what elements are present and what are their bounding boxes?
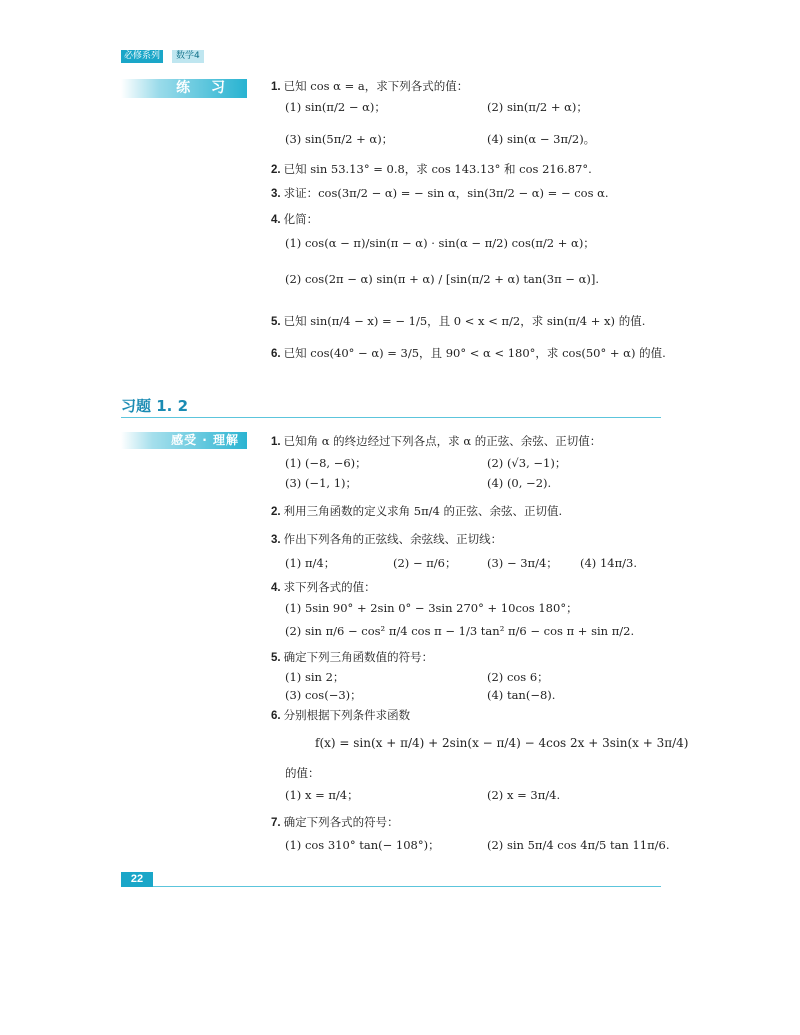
- exercise-q3-c: (3) − 3π/4；: [487, 556, 558, 570]
- exercise-q7-b: (2) sin 5π/4 cos 4π/5 tan 11π/6.: [487, 838, 670, 852]
- exercise-q5-d: (4) tan(−8).: [487, 688, 556, 702]
- exercise-q1-a: (1) (−8, −6)；: [285, 456, 367, 470]
- section-title: 习题 1. 2: [121, 397, 189, 415]
- section-rule: [121, 417, 661, 418]
- exercise-q7-a: (1) cos 310° tan(− 108°)；: [285, 838, 440, 852]
- exercise-q4: 4. 求下列各式的值：: [271, 580, 376, 594]
- exercise-q6-b: (2) x = 3π/4.: [487, 788, 561, 802]
- understand-banner: 感受 · 理解: [121, 432, 247, 449]
- practice-q1-c: (3) sin(5π/2 + α)；: [285, 132, 394, 146]
- exercise-q5: 5. 确定下列三角函数值的符号：: [271, 650, 434, 664]
- practice-q5: 5. 已知 sin(π/4 − x) = − 1/5，且 0 < x < π/2，求 sin(π/4 + x) 的值.: [271, 314, 646, 328]
- practice-q1: 1. 已知 cos α = a，求下列各式的值：: [271, 79, 469, 93]
- practice-q1-a: (1) sin(π/2 − α)；: [285, 100, 386, 114]
- exercise-q6-a: (1) x = π/4；: [285, 788, 359, 802]
- series-label: 必修系列: [121, 50, 163, 63]
- practice-q4-a: (1) cos(α − π)/sin(π − α) · sin(α − π/2) cos(π/2 + α)；: [285, 236, 595, 250]
- practice-q2: 2. 已知 sin 53.13° = 0.8，求 cos 143.13° 和 cos 216.87°.: [271, 162, 592, 176]
- exercise-q5-c: (3) cos(−3)；: [285, 688, 362, 702]
- exercise-q3-d: (4) 14π/3.: [580, 556, 637, 570]
- practice-q6: 6. 已知 cos(40° − α) = 3/5，且 90° < α < 180°，求 cos(50° + α) 的值.: [271, 346, 666, 360]
- exercise-q1-d: (4) (0, −2).: [487, 476, 552, 490]
- practice-q4-b: (2) cos(2π − α) sin(π + α) / [sin(π/2 + α) tan(3π − α)].: [285, 272, 599, 286]
- book-label: 数学4: [172, 50, 204, 63]
- exercise-q5-b: (2) cos 6；: [487, 670, 549, 684]
- exercise-q4-b: (2) sin π/6 − cos² π/4 cos π − 1/3 tan² π/6 − cos π + sin π/2.: [285, 624, 635, 638]
- exercise-q3-b: (2) − π/6；: [393, 556, 457, 570]
- exercise-q1-b: (2) (√3, −1)；: [487, 456, 567, 470]
- exercise-q6-tail: 的值：: [285, 766, 320, 780]
- footer-rule: [153, 886, 661, 887]
- page-number: 22: [121, 872, 153, 887]
- exercise-q1-c: (3) (−1, 1)；: [285, 476, 357, 490]
- exercise-q6-formula: f(x) = sin(x + π/4) + 2sin(x − π/4) − 4cos 2x + 3sin(x + 3π/4): [315, 736, 689, 750]
- exercise-q5-a: (1) sin 2；: [285, 670, 345, 684]
- exercise-q4-a: (1) 5sin 90° + 2sin 0° − 3sin 270° + 10cos 180°；: [285, 601, 578, 615]
- practice-banner: 练 习: [121, 79, 247, 98]
- exercise-q3: 3. 作出下列各角的正弦线、余弦线、正切线：: [271, 532, 503, 546]
- exercise-q1: 1. 已知角 α 的终边经过下列各点，求 α 的正弦、余弦、正切值：: [271, 434, 602, 448]
- practice-q1-b: (2) sin(π/2 + α)；: [487, 100, 588, 114]
- exercise-q3-a: (1) π/4；: [285, 556, 336, 570]
- practice-q1-d: (4) sin(α − 3π/2)。: [487, 132, 596, 146]
- exercise-q2: 2. 利用三角函数的定义求角 5π/4 的正弦、余弦、正切值.: [271, 504, 563, 518]
- exercise-q7: 7. 确定下列各式的符号：: [271, 815, 399, 829]
- practice-q3: 3. 求证：cos(3π/2 − α) = − sin α，sin(3π/2 − α) = − cos α.: [271, 186, 609, 200]
- exercise-q6: 6. 分别根据下列条件求函数: [271, 708, 411, 722]
- practice-q4: 4. 化简：: [271, 212, 319, 226]
